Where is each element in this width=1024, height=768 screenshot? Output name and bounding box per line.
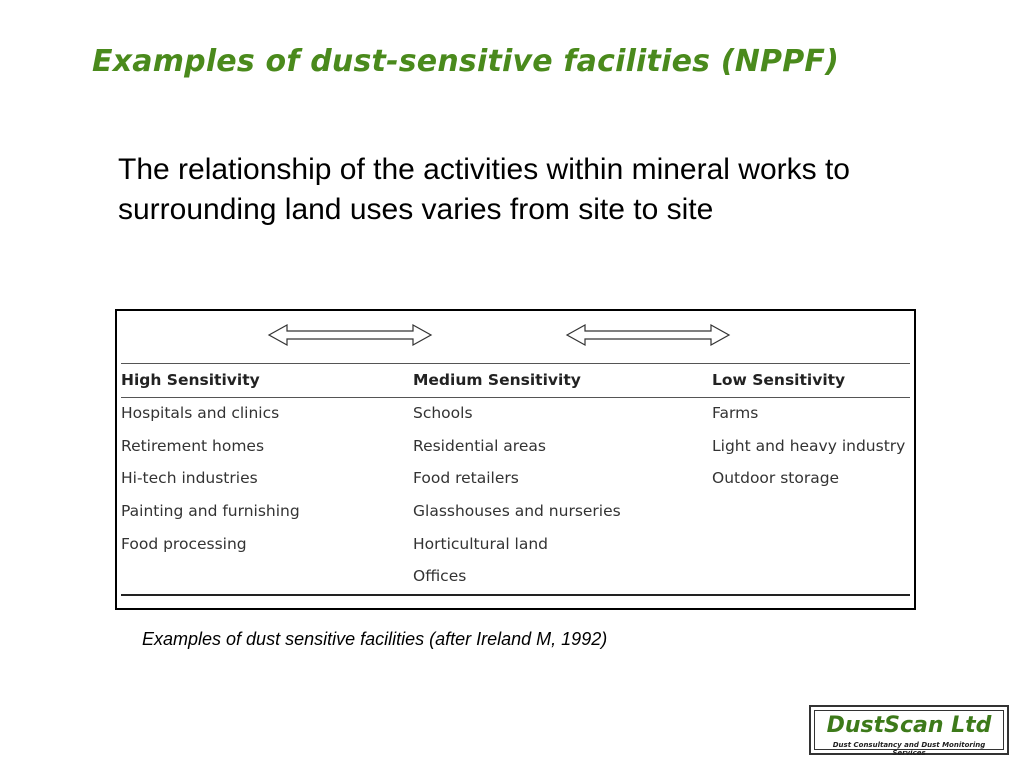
double-arrow-icon-left — [269, 325, 431, 345]
logo-name: DustScan Ltd — [826, 713, 992, 738]
header-high-sensitivity: High Sensitivity — [121, 371, 260, 389]
header-low-sensitivity: Low Sensitivity — [712, 371, 846, 389]
list-item: Farms — [712, 404, 759, 422]
list-item: Food processing — [121, 535, 247, 553]
list-item: Hi-tech industries — [121, 469, 258, 487]
list-item: Light and heavy industry — [712, 437, 906, 455]
slide-title: Examples of dust-sensitive facilities (NPPF) — [92, 44, 840, 79]
sensitivity-arrows — [117, 311, 914, 359]
table-caption: Examples of dust sensitive facilities (after Ireland M, 1992) — [142, 629, 608, 649]
double-arrow-icon-right — [567, 325, 729, 345]
sensitivity-table — [115, 309, 916, 610]
table-top-rule — [121, 363, 910, 364]
list-item: Schools — [413, 404, 473, 422]
table-bottom-rule — [121, 594, 910, 596]
list-item: Residential areas — [413, 437, 546, 455]
intro-text: The relationship of the activities within mineral works to surrounding land uses varies from site to site — [118, 153, 850, 226]
table-header-rule — [121, 397, 910, 398]
logo-tagline: Dust Consultancy and Dust Monitoring Services — [832, 741, 986, 757]
list-item: Hospitals and clinics — [121, 404, 280, 422]
logo-frame — [814, 710, 1004, 757]
list-item: Offices — [413, 567, 467, 585]
list-item: Painting and furnishing — [121, 502, 300, 520]
list-item: Outdoor storage — [712, 469, 840, 487]
list-item: Retirement homes — [121, 437, 265, 455]
list-item: Food retailers — [413, 469, 519, 487]
header-medium-sensitivity: Medium Sensitivity — [413, 371, 581, 389]
list-item: Horticultural land — [413, 535, 549, 553]
list-item: Glasshouses and nurseries — [413, 502, 621, 520]
dustscan-logo — [809, 705, 1009, 755]
